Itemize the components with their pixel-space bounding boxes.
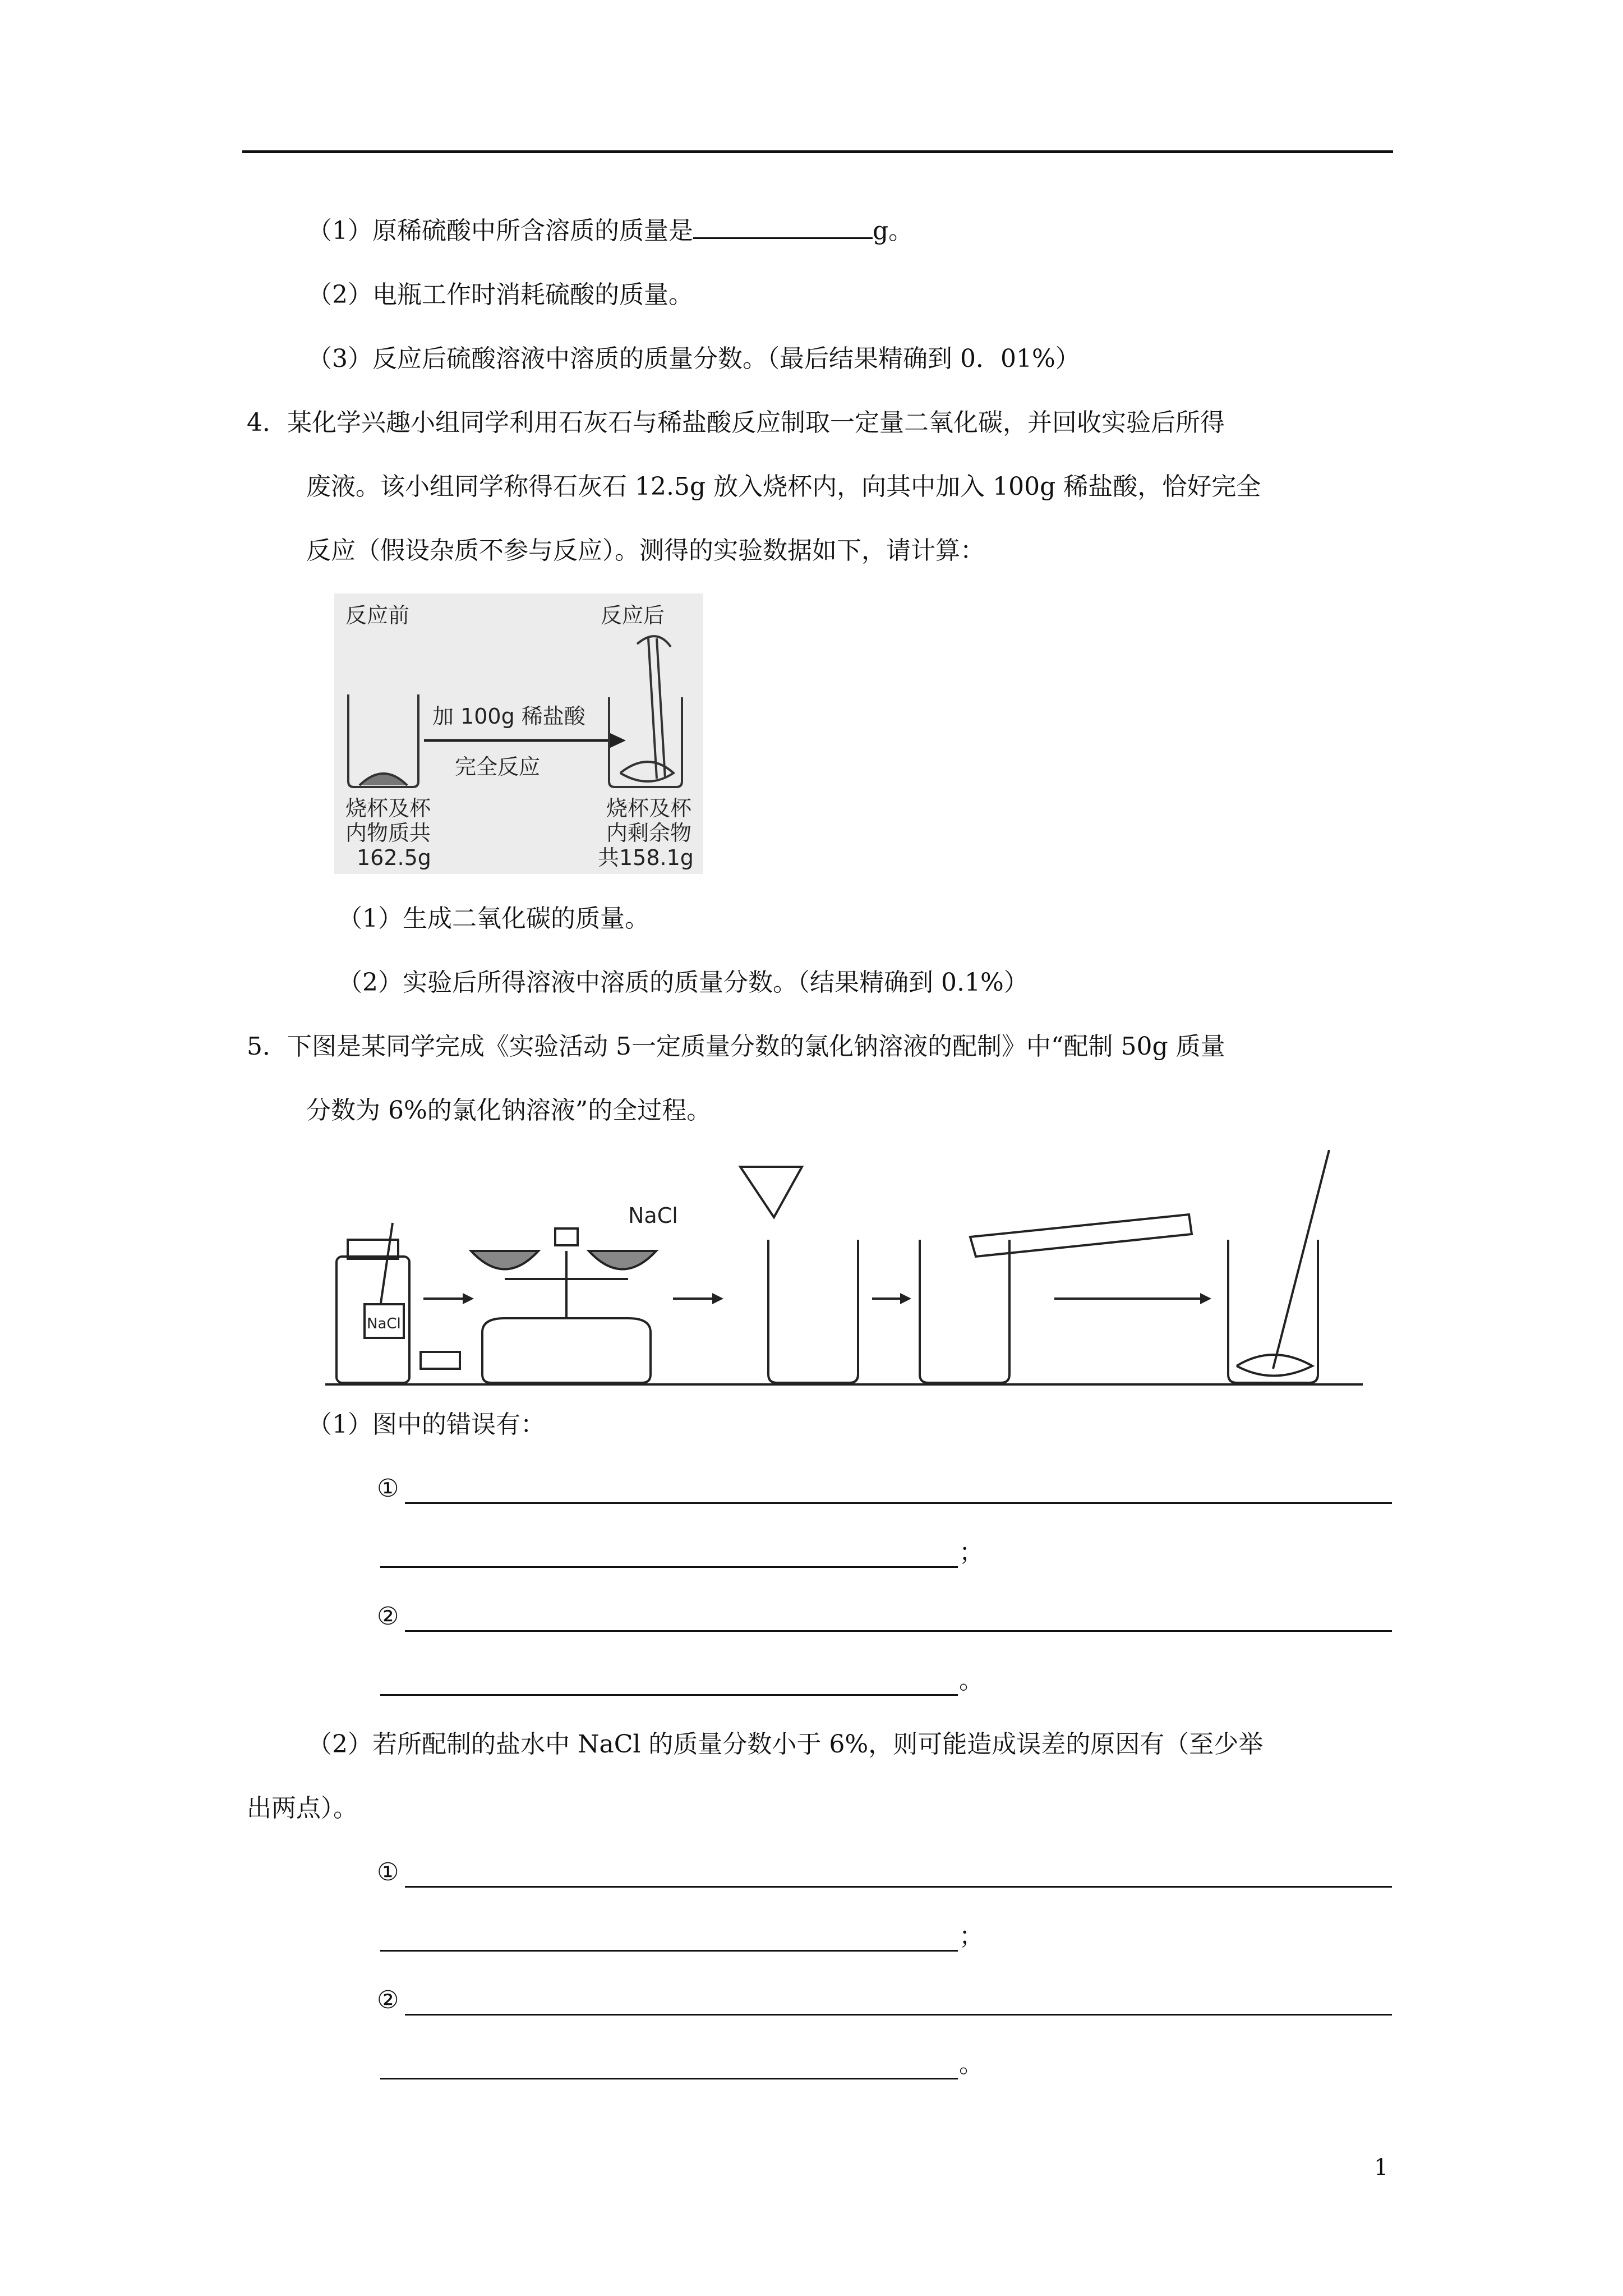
q3-sub1-blank[interactable]: [693, 215, 873, 239]
bottle-label: NaCl: [367, 1315, 401, 1332]
q4-line3: 反应（假设杂质不参与反应）。测得的实验数据如下，请计算：: [306, 536, 985, 565]
q3-sub3: （3）反应后硫酸溶液中溶质的质量分数。（最后结果精确到 0．01%）: [307, 344, 1080, 373]
arrow-bottom-label: 完全反应: [455, 754, 541, 779]
q5-sub2-period: 。: [959, 2050, 984, 2078]
glass-rod-icon: [1273, 1150, 1329, 1369]
after-label: 反应后: [601, 603, 665, 628]
q5-sub2-answer2-line1[interactable]: [405, 2013, 1392, 2016]
page-number: 1: [1374, 2155, 1389, 2180]
reagent-bottle-icon: [336, 1223, 409, 1383]
left-caption-1: 烧杯及杯: [345, 796, 431, 821]
nacl-label: NaCl: [628, 1203, 678, 1228]
balance-scale-icon: [421, 1228, 656, 1383]
q5-line1: 5．下图是某同学完成《实验活动 5一定质量分数的氯化钠溶液的配制》中“配制 50g 质量: [247, 1032, 1225, 1061]
q5-sub1-semicolon: ；: [959, 1538, 984, 1567]
q4-line1: 4．某化学兴趣小组同学利用石灰石与稀盐酸反应制取一定量二氧化碳，并回收实验后所得: [247, 408, 1225, 437]
q5-sub2-answer1-line1[interactable]: [405, 1885, 1392, 1888]
q5-sub1-answer1-line1[interactable]: [405, 1501, 1392, 1504]
q3-sub1: [307, 214, 913, 248]
funnel-paper-icon: [740, 1167, 802, 1217]
q3-sub1-text: （1）原稀硫酸中所含溶质的质量是: [307, 217, 693, 245]
q5-sub1-mark2: ②: [377, 1602, 399, 1631]
solution-prep-figure: [325, 1150, 1368, 1391]
reaction-figure: [334, 593, 703, 874]
q5-sub2-mark1: ①: [377, 1858, 399, 1887]
right-caption-2: 内剩余物: [606, 821, 692, 845]
graduated-cylinder-icon: [970, 1214, 1192, 1257]
q4-sub2: （2）实验后所得溶液中溶质的质量分数。（结果精确到 0.1%）: [338, 968, 1029, 997]
q5-sub2-answer2-line2[interactable]: [380, 2077, 958, 2079]
q4-sub1: （1）生成二氧化碳的质量。: [338, 904, 649, 933]
right-caption-3: 共158.1g: [598, 845, 694, 870]
beaker-2-icon: [920, 1240, 1009, 1383]
q5-sub1-period: 。: [959, 1666, 984, 1695]
q5-sub2-answer1-line2[interactable]: [380, 1949, 958, 1952]
q5-sub2-line2: 出两点）。: [247, 1794, 358, 1823]
q5-sub1-answer1-line2[interactable]: [380, 1565, 958, 1568]
right-caption-1: 烧杯及杯: [606, 796, 692, 821]
q5-sub2-mark2: ②: [377, 1986, 399, 2014]
before-label: 反应前: [345, 603, 410, 628]
arrow-top-label: 加 100g 稀盐酸: [432, 704, 585, 729]
left-caption-2: 内物质共: [345, 821, 431, 845]
q5-sub2-line1: （2）若所配制的盐水中 NaCl 的质量分数小于 6%，则可能造成误差的原因有（至少举: [307, 1730, 1264, 1759]
left-caption-3: 162.5g: [357, 845, 431, 870]
q5-sub1-mark1: ①: [377, 1474, 399, 1503]
header-rule: [242, 150, 1393, 153]
q5-sub1-answer2-line1[interactable]: [405, 1629, 1392, 1632]
q5-sub1: （1）图中的错误有：: [307, 1410, 545, 1439]
q4-line2: 废液。该小组同学称得石灰石 12.5g 放入烧杯内，向其中加入 100g 稀盐酸，恰好完全: [306, 472, 1261, 501]
q3-sub1-unit: g。: [873, 217, 914, 245]
q3-sub2: （2）电瓶工作时消耗硫酸的质量。: [307, 280, 693, 309]
q5-sub1-answer2-line2[interactable]: [380, 1693, 958, 1696]
q5-sub2-semicolon: ；: [959, 1922, 984, 1950]
beaker-1-icon: [768, 1240, 858, 1383]
q5-line2: 分数为 6%的氯化钠溶液”的全过程。: [306, 1096, 712, 1125]
